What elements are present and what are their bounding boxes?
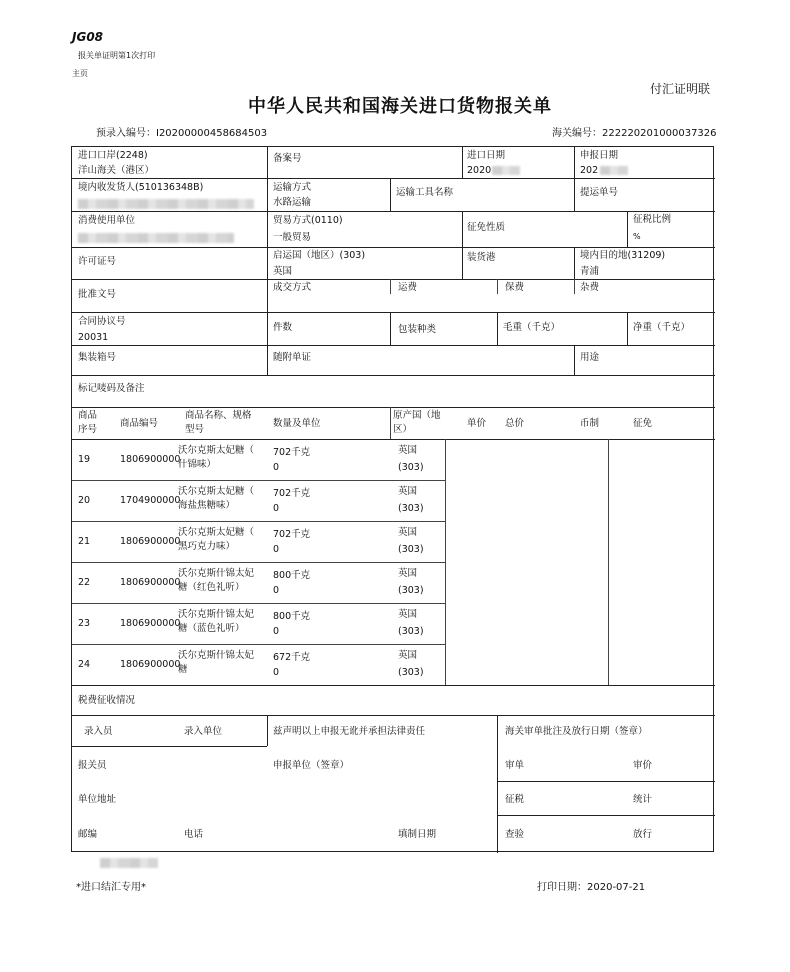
item-qty-line1: 800千克: [273, 611, 311, 622]
contract-label: 合同协议号: [78, 316, 126, 327]
item-name-line2: 海盐焦糖味）: [178, 500, 236, 511]
consignee-label: 境内收发货人(510136348B): [78, 182, 204, 193]
contract-value: 20031: [78, 332, 109, 343]
item-qty-line2: 0: [273, 544, 280, 555]
item-qty-line1: 702千克: [273, 488, 311, 499]
loading-port-label: 装货港: [467, 252, 496, 263]
items-header-seq-1: 商品: [78, 410, 98, 421]
items-header-origin-1: 原产国（地: [393, 410, 441, 421]
print-date-label: 打印日期：: [537, 882, 587, 893]
review-label: 审单: [505, 760, 525, 771]
entry-port-label: 进口口岸(2248): [78, 150, 148, 161]
customs-number: [552, 124, 717, 139]
item-seq: 23: [78, 618, 91, 629]
item-name-line2: 黑巧克力味）: [178, 541, 236, 552]
declare-date-label: 申报日期: [580, 150, 619, 161]
items-header-origin-2: 区）: [393, 424, 413, 435]
item-origin-line2: (303): [398, 462, 424, 473]
print-note: 报关单证明第1次打印: [78, 51, 156, 60]
declaration-statement: 兹声明以上申报无讹并承担法律责任: [273, 726, 426, 737]
special-note: *进口结汇专用*: [76, 882, 146, 893]
items-header-currency: 币制: [580, 418, 600, 429]
customs-no-label: 海关编号：: [552, 128, 602, 139]
items-header-qty: 数量及单位: [273, 418, 321, 429]
entry-unit-label: 录入单位: [184, 726, 223, 737]
item-origin-line2: (303): [398, 626, 424, 637]
pre-entry-label: 预录入编号：: [96, 128, 156, 139]
destination-label: 境内目的地(31209): [580, 250, 666, 261]
item-name-line1: 沃尔克斯太妃糖（: [178, 486, 255, 497]
trade-mode-label: 贸易方式(0110): [273, 215, 343, 226]
trade-mode-value: 一般贸易: [273, 232, 312, 243]
item-origin-line1: 英国: [398, 486, 418, 497]
item-qty-line1: 672千克: [273, 652, 311, 663]
item-name-line1: 沃尔克斯什锦太妃: [178, 568, 255, 579]
gross-weight-label: 毛重（千克）: [503, 322, 561, 333]
tax-ratio-label: 征税比例: [633, 214, 672, 225]
entry-clerk-label: 录入员: [84, 726, 113, 737]
net-weight-label: 净重（千克）: [633, 322, 691, 333]
price-review-label: 审价: [633, 760, 653, 771]
item-origin-line1: 英国: [398, 527, 418, 538]
consumer-label: 消费使用单位: [78, 215, 136, 226]
unit-address-label: 单位地址: [78, 794, 117, 805]
inspection-label: 查验: [505, 829, 525, 840]
items-header-name-2: 型号: [185, 424, 205, 435]
items-header-code: 商品编号: [120, 418, 159, 429]
license-label: 许可证号: [78, 256, 117, 267]
copy-label: 付汇证明联: [650, 82, 711, 96]
item-origin-line1: 英国: [398, 445, 418, 456]
phone-label: 电话: [184, 829, 204, 840]
page-label: 主页: [72, 69, 88, 78]
item-origin-line2: (303): [398, 503, 424, 514]
item-name-line2: 糖（蓝色礼听）: [178, 623, 245, 634]
pre-entry-number: [96, 124, 267, 139]
item-seq: 21: [78, 536, 91, 547]
redacted-declare-date: [600, 166, 628, 175]
tax-label: 征税: [505, 794, 525, 805]
pieces-label: 件数: [273, 322, 293, 333]
item-origin-line2: (303): [398, 585, 424, 596]
deal-mode-label: 成交方式: [273, 282, 312, 293]
print-date: [537, 878, 645, 893]
tax-section-label: 税费征收情况: [78, 695, 136, 706]
item-code: 1806900000: [120, 536, 181, 547]
import-date-label: 进口日期: [467, 150, 506, 161]
redacted-consumer: [78, 233, 234, 243]
items-header-name-1: 商品名称、规格: [185, 410, 252, 421]
item-qty-line2: 0: [273, 626, 280, 637]
item-qty-line1: 702千克: [273, 529, 311, 540]
item-qty-line2: 0: [273, 462, 280, 473]
usage-label: 用途: [580, 352, 600, 363]
container-label: 集装箱号: [78, 352, 117, 363]
vehicle-label: 运输工具名称: [396, 187, 454, 198]
item-qty-line2: 0: [273, 503, 280, 514]
import-date-value: 2020: [467, 165, 492, 176]
item-qty-line1: 800千克: [273, 570, 311, 581]
items-header-seq-2: 序号: [78, 424, 98, 435]
misc-fee-label: 杂费: [580, 282, 600, 293]
customs-approval-label: 海关审单批注及放行日期（签章）: [505, 726, 648, 737]
item-code: 1704900000: [120, 495, 181, 506]
stats-label: 统计: [633, 794, 653, 805]
declare-date-value: 202: [580, 165, 599, 176]
item-seq: 20: [78, 495, 91, 506]
print-date-value: 2020-07-21: [587, 882, 646, 893]
item-code: 1806900000: [120, 577, 181, 588]
items-header-price: 单价: [467, 418, 487, 429]
item-origin-line2: (303): [398, 544, 424, 555]
item-qty-line2: 0: [273, 667, 280, 678]
item-name-line1: 沃尔克斯太妃糖（: [178, 527, 255, 538]
package-label: 包装种类: [398, 324, 437, 335]
redacted-stamp: [100, 858, 158, 868]
item-code: 1806900000: [120, 454, 181, 465]
destination-value: 青浦: [580, 266, 600, 277]
postcode-label: 邮编: [78, 829, 98, 840]
document-code: JG08: [72, 30, 104, 44]
origin-country-label: 启运国（地区）(303): [273, 250, 366, 261]
tax-ratio-value: %: [633, 232, 641, 241]
redacted-consignee: [78, 199, 254, 209]
transport-mode-label: 运输方式: [273, 182, 312, 193]
attached-docs-label: 随附单证: [273, 352, 312, 363]
item-code: 1806900000: [120, 618, 181, 629]
pre-entry-value: I20200000458684503: [156, 128, 268, 139]
item-name-line1: 沃尔克斯什锦太妃: [178, 609, 255, 620]
items-header-levy: 征免: [633, 418, 653, 429]
item-name-line2: 什锦味）: [178, 459, 217, 470]
item-origin-line2: (303): [398, 667, 424, 678]
bill-no-label: 提运单号: [580, 187, 619, 198]
item-name-line2: 糖: [178, 664, 188, 675]
redacted-import-date: [492, 166, 520, 175]
marks-label: 标记唛码及备注: [78, 383, 145, 394]
document-title: 中华人民共和国海关进口货物报关单: [248, 96, 552, 117]
item-seq: 24: [78, 659, 91, 670]
insurance-label: 保费: [505, 282, 525, 293]
record-no-label: 备案号: [273, 153, 302, 164]
item-name-line1: 沃尔克斯太妃糖（: [178, 445, 255, 456]
item-name-line2: 糖（红色礼听）: [178, 582, 245, 593]
item-seq: 19: [78, 454, 91, 465]
item-origin-line1: 英国: [398, 650, 418, 661]
entry-port-value: 洋山海关（港区）: [78, 165, 155, 176]
customs-no-value: 222220201000037326: [602, 128, 717, 139]
item-seq: 22: [78, 577, 91, 588]
declaring-unit-label: 申报单位（签章）: [273, 760, 350, 771]
declaration-form: [71, 146, 714, 852]
item-qty-line2: 0: [273, 585, 280, 596]
freight-label: 运费: [398, 282, 418, 293]
items-header-total: 总价: [505, 418, 525, 429]
origin-country-value: 英国: [273, 266, 293, 277]
transport-mode-value: 水路运输: [273, 197, 312, 208]
item-origin-line1: 英国: [398, 568, 418, 579]
item-origin-line1: 英国: [398, 609, 418, 620]
exemption-label: 征免性质: [467, 222, 506, 233]
approval-label: 批准文号: [78, 289, 117, 300]
item-name-line1: 沃尔克斯什锦太妃: [178, 650, 255, 661]
declarant-label: 报关员: [78, 760, 107, 771]
fill-date-label: 填制日期: [398, 829, 437, 840]
item-qty-line1: 702千克: [273, 447, 311, 458]
release-label: 放行: [633, 829, 653, 840]
item-code: 1806900000: [120, 659, 181, 670]
